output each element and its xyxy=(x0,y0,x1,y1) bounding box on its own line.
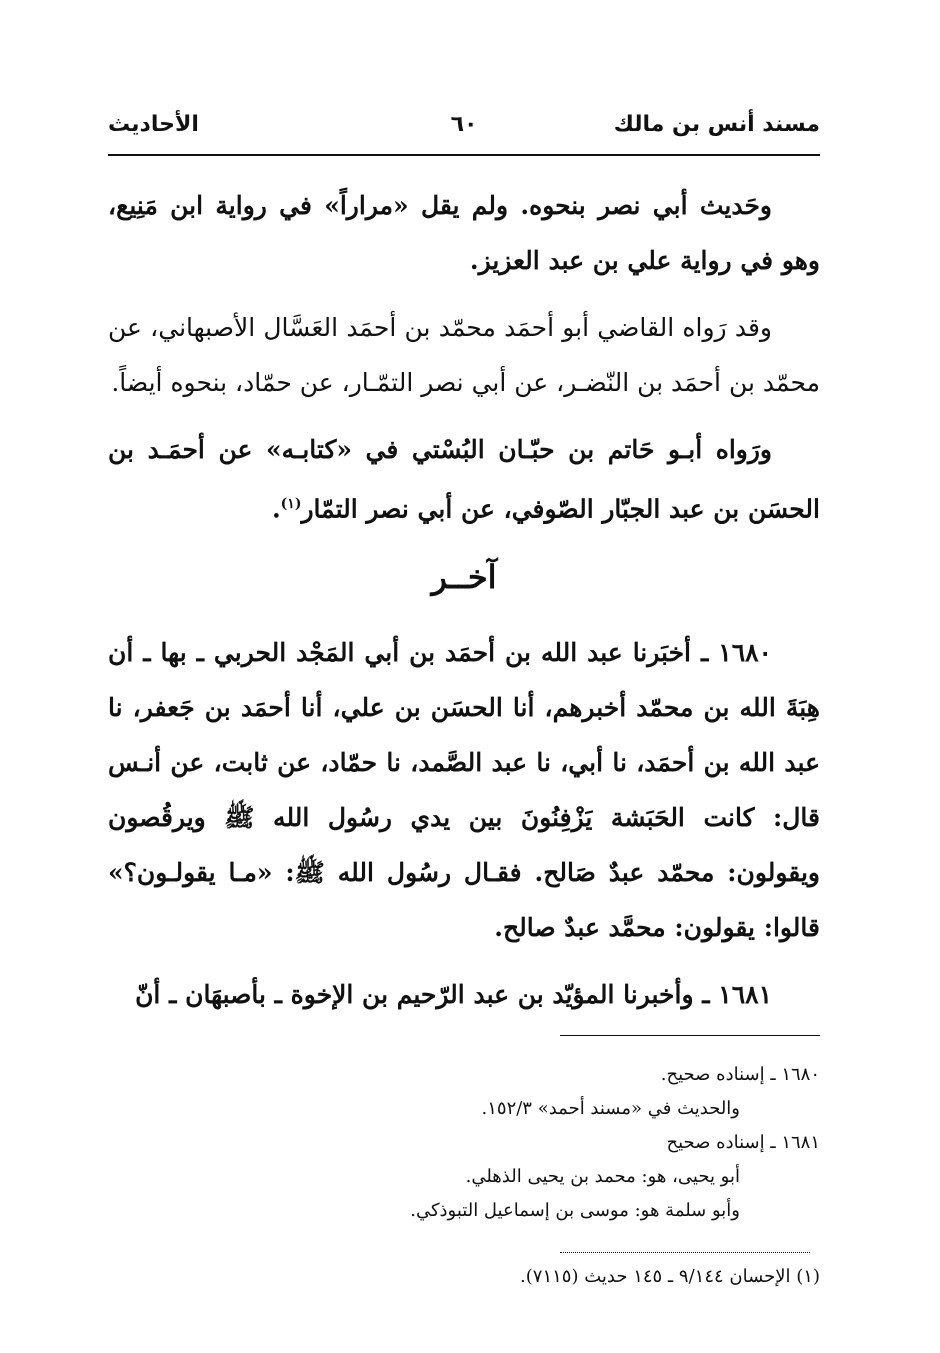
footnote-line: ١٦٨١ ـ إسناده صحيح xyxy=(666,1132,820,1153)
paragraph-2: وقد رَواه القاضي أبو أحمَد محمّد بن أحمَد العَسَّال الأصبهاني، عن محمّد بن أحمَد بن النّضـر، عن أبي نصر التمّـار، عن حمّاد، بنحوه أيضاً. xyxy=(108,313,820,397)
paragraph-1: وحَديث أبي نصر بنحوه. ولم يقل «مراراً» في رواية ابن مَنِيع، وهو في رواية علي بن عبد العزيز. xyxy=(108,191,820,275)
section-title: آخــر xyxy=(431,558,497,597)
book-title: مسند أنس بن مالك xyxy=(613,112,820,137)
paragraph-3-end: . xyxy=(271,494,281,524)
hadith-text: ـ وأخبرنا المؤيّد بن عبد الرّحيم بن الإخوة ـ بأصبهَان ـ أنّ xyxy=(135,980,710,1010)
paragraph-3 xyxy=(108,422,820,536)
hadith-number: ١٦٨١ xyxy=(718,980,772,1010)
footnote-line: ١٦٨٠ ـ إسناده صحيح. xyxy=(660,1064,820,1085)
footnote-line: والحديث في «مسند أحمد» ١٥٢/٣. xyxy=(481,1098,740,1119)
footnote-line: أبو يحيى، هو: محمد بن يحيى الذهلي. xyxy=(465,1166,740,1187)
page-number: ٦٠ xyxy=(450,112,478,137)
endnote-divider xyxy=(560,1252,810,1253)
header-divider xyxy=(108,154,820,156)
endnote: (١) الإحسان ٩/١٤٤ ـ ١٤٥ حديث (٧١١٥). xyxy=(520,1266,820,1287)
hadith-number: ١٦٨٠ xyxy=(718,638,772,668)
hadith-text: ـ أخبَرنا عبد الله بن أحمَد بن أبي المَجْد الحربي ـ بها ـ أن هِبَةَ الله بن محمّد أخبرهم، أنا الحسَن بن علي، أنا أحمَد بن جَعفر، نا عبد الله بن أحمَد، نا أبي، نا عبد الصَّمد، نا حمّاد، عن ثابت، عن أنـس قال: كانت الحَبَشة يَزْفِنُونَ بين يدي رسُول الله ﷺ ويرقُصون ويقولون: محمّد عبدٌ صَالح. فقـال رسُول الله ﷺ: «مـا يقولـون؟» قالوا: يقولون: محمَّد عبدٌ صالح. xyxy=(108,638,820,943)
hadith-1681 xyxy=(108,967,820,1022)
footnote-divider xyxy=(560,1035,820,1036)
footnotes xyxy=(108,1058,820,1228)
hadith-1680 xyxy=(108,625,820,955)
section-name: الأحاديث xyxy=(108,112,199,137)
main-text xyxy=(108,178,820,1034)
footnote-line: وأبو سلمة هو: موسى بن إسماعيل التبوذكي. xyxy=(410,1200,740,1221)
page-header xyxy=(108,112,820,152)
footnote-reference: (١) xyxy=(280,496,302,512)
paragraph-3-text: ورَواه أبـو حَاتم بن حبّـان البُسْتي في «كتابـه» عن أحمَـد بن الحسَن بن عبد الجبّار الصّوفي، عن أبي نصر التمّار xyxy=(108,435,820,524)
